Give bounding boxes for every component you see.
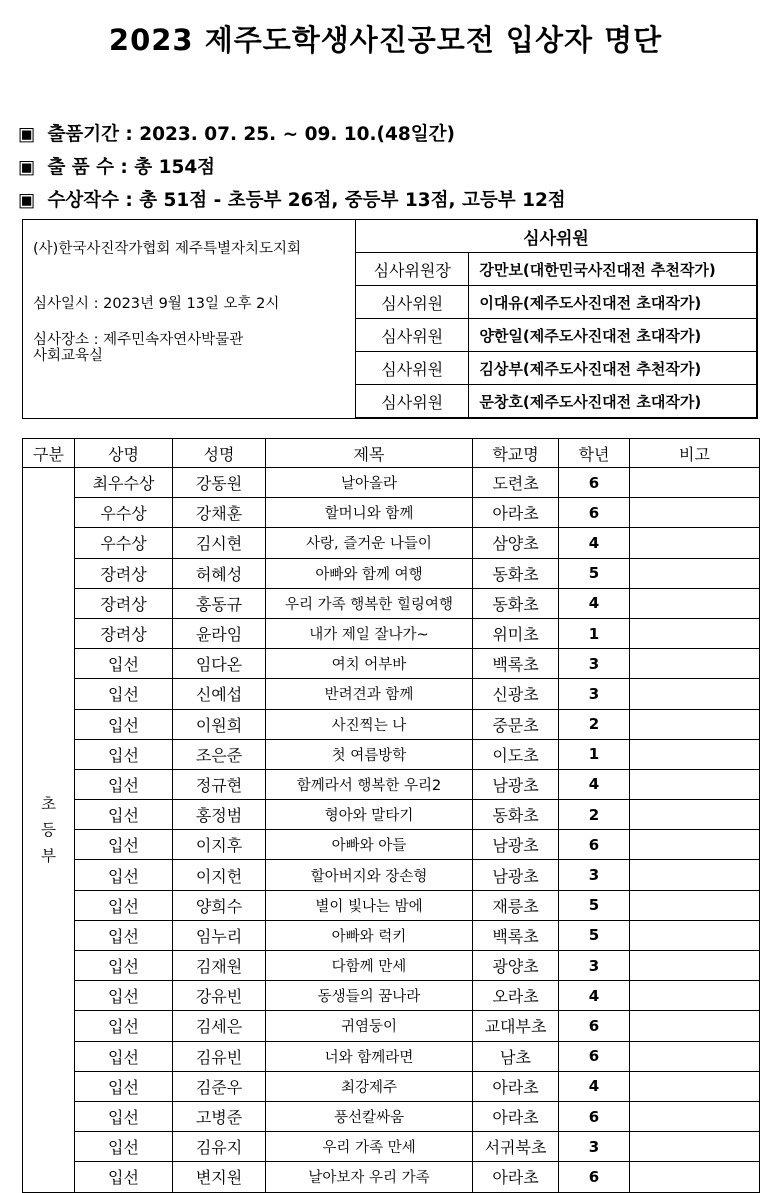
grade: 6 [559,1041,630,1071]
award: 입선 [75,709,173,739]
award: 입선 [75,981,173,1011]
black-square-icon: ▣ [18,124,36,145]
summary-list [18,120,566,219]
judge-name: 양한일(제주도사진대전 초대작가) [469,319,757,352]
school: 남광초 [473,860,559,890]
organizer: (사)한국사진작가협회 제주특별자치도지회 [33,241,302,257]
grade: 4 [559,769,630,799]
work-title: 반려견과 함께 [266,679,473,709]
award: 입선 [75,1162,173,1192]
table-row [23,1101,760,1131]
award: 입선 [75,1071,173,1101]
student-name: 김유빈 [173,1041,266,1071]
student-name: 강동원 [173,468,266,498]
award: 우수상 [75,528,173,558]
grade: 3 [559,860,630,890]
summary-count [18,153,566,186]
division-char: 부 [41,846,56,865]
award: 최우수상 [75,468,173,498]
table-row [23,739,760,769]
award: 장려상 [75,588,173,618]
note [630,1071,760,1101]
note [630,981,760,1011]
judge-row [356,385,757,418]
award: 입선 [75,1041,173,1071]
judge-role: 심사위원 [356,385,469,418]
note [630,558,760,588]
judge-row [356,319,757,352]
award: 입선 [75,769,173,799]
winners-table [22,438,760,1193]
work-title: 사진찍는 나 [266,709,473,739]
work-title: 우리 가족 행복한 힐링여행 [266,588,473,618]
division-char: 등 [41,820,56,839]
student-name: 허혜성 [173,558,266,588]
grade: 3 [559,679,630,709]
work-title: 첫 여름방학 [266,739,473,769]
note [630,709,760,739]
work-title: 풍선칼싸움 [266,1101,473,1131]
judge-name: 문창호(제주도사진대전 초대작가) [469,385,757,418]
table-row [23,1041,760,1071]
summary-count-text: 출 품 수 : 총 154점 [47,157,216,178]
grade: 1 [559,739,630,769]
judge-row [356,253,757,286]
summary-period [18,120,566,153]
grade: 4 [559,588,630,618]
school: 도련초 [473,468,559,498]
award: 장려상 [75,558,173,588]
school: 이도초 [473,739,559,769]
header-title: 제목 [266,439,473,468]
note [630,890,760,920]
student-name: 조은준 [173,739,266,769]
school: 남광초 [473,769,559,799]
note [630,830,760,860]
table-row [23,679,760,709]
table-row [23,709,760,739]
school: 아라초 [473,498,559,528]
student-name: 김준우 [173,1071,266,1101]
award: 장려상 [75,618,173,648]
work-title: 다함께 만세 [266,951,473,981]
work-title: 할아버지와 장손형 [266,860,473,890]
student-name: 강채훈 [173,498,266,528]
note [630,1011,760,1041]
note [630,468,760,498]
school: 백록초 [473,649,559,679]
table-row [23,1011,760,1041]
grade: 5 [559,890,630,920]
header-school: 학교명 [473,439,559,468]
student-name: 변지원 [173,1162,266,1192]
school: 위미초 [473,618,559,648]
student-name: 고병준 [173,1101,266,1131]
table-row [23,890,760,920]
black-square-icon: ▣ [18,190,36,211]
school: 재릉초 [473,890,559,920]
work-title: 함께라서 행복한 우리2 [266,769,473,799]
page-title: 2023 제주도학생사진공모전 입상자 명단 [108,23,663,57]
student-name: 홍동규 [173,588,266,618]
award: 입선 [75,1011,173,1041]
note [630,860,760,890]
grade: 4 [559,1071,630,1101]
note [630,1132,760,1162]
school: 아라초 [473,1101,559,1131]
work-title: 우리 가족 만세 [266,1132,473,1162]
work-title: 아빠와 아들 [266,830,473,860]
student-name: 강유빈 [173,981,266,1011]
work-title: 날아보자 우리 가족 [266,1162,473,1192]
grade: 1 [559,618,630,648]
award: 입선 [75,1101,173,1131]
note [630,1101,760,1131]
grade: 5 [559,920,630,950]
award: 입선 [75,739,173,769]
award: 우수상 [75,498,173,528]
grade: 6 [559,468,630,498]
black-square-icon: ▣ [18,157,36,178]
work-title: 날아올라 [266,468,473,498]
note [630,528,760,558]
school: 중문초 [473,709,559,739]
award: 입선 [75,800,173,830]
student-name: 김세은 [173,1011,266,1041]
student-name: 이지후 [173,830,266,860]
table-row [23,498,760,528]
header-note: 비고 [630,439,760,468]
student-name: 신예섭 [173,679,266,709]
student-name: 이원희 [173,709,266,739]
work-title: 최강제주 [266,1071,473,1101]
school: 동화초 [473,800,559,830]
judges-header: 심사위원 [356,220,757,253]
table-row [23,800,760,830]
work-title: 할머니와 함께 [266,498,473,528]
summary-period-text: 출품기간 : 2023. 07. 25. ~ 09. 10.(48일간) [47,124,455,145]
student-name: 이지헌 [173,860,266,890]
award: 입선 [75,951,173,981]
work-title: 별이 빛나는 밤에 [266,890,473,920]
judge-row [356,286,757,319]
table-row [23,860,760,890]
grade: 6 [559,1101,630,1131]
work-title: 내가 제일 잘나가~ [266,618,473,648]
award: 입선 [75,890,173,920]
header-award: 상명 [75,439,173,468]
award: 입선 [75,860,173,890]
award: 입선 [75,830,173,860]
header-division: 구분 [23,439,75,468]
award: 입선 [75,920,173,950]
judging-place: 심사장소 : 제주민속자연사박물관 [33,332,244,348]
award: 입선 [75,1132,173,1162]
award: 입선 [75,649,173,679]
work-title: 아빠와 럭키 [266,920,473,950]
table-row [23,1071,760,1101]
table-row [23,618,760,648]
note [630,1041,760,1071]
school: 오라초 [473,981,559,1011]
award: 입선 [75,679,173,709]
work-title: 귀염둥이 [266,1011,473,1041]
school: 신광초 [473,679,559,709]
student-name: 김시현 [173,528,266,558]
student-name: 정규현 [173,769,266,799]
student-name: 임다온 [173,649,266,679]
note [630,769,760,799]
header-grade: 학년 [559,439,630,468]
work-title: 사랑, 즐거운 나들이 [266,528,473,558]
judge-name: 이대유(제주도사진대전 초대작가) [469,286,757,319]
school: 동화초 [473,588,559,618]
school: 삼양초 [473,528,559,558]
grade: 6 [559,830,630,860]
table-row [23,588,760,618]
work-title: 너와 함께라면 [266,1041,473,1071]
table-row [23,1132,760,1162]
school: 서귀북초 [473,1132,559,1162]
judging-details [23,220,355,418]
student-name: 홍정범 [173,800,266,830]
table-row [23,649,760,679]
header-name: 성명 [173,439,266,468]
judge-role: 심사위원장 [356,253,469,286]
note [630,800,760,830]
judging-date: 심사일시 : 2023년 9월 13일 오후 2시 [33,296,280,312]
school: 아라초 [473,1162,559,1192]
judging-info-box [22,219,758,419]
note [630,920,760,950]
note [630,739,760,769]
work-title: 형아와 말타기 [266,800,473,830]
student-name: 양희수 [173,890,266,920]
school: 교대부초 [473,1011,559,1041]
student-name: 윤라임 [173,618,266,648]
grade: 6 [559,1162,630,1192]
judge-role: 심사위원 [356,286,469,319]
table-row [23,769,760,799]
student-name: 김유지 [173,1132,266,1162]
judging-place-room: 사회교육실 [33,348,104,364]
school: 광양초 [473,951,559,981]
note [630,1162,760,1192]
school: 아라초 [473,1071,559,1101]
grade: 2 [559,709,630,739]
school: 백록초 [473,920,559,950]
grade: 2 [559,800,630,830]
table-row [23,951,760,981]
grade: 4 [559,528,630,558]
note [630,649,760,679]
note [630,498,760,528]
table-row [23,1162,760,1192]
judge-row [356,352,757,385]
division-elementary [23,468,75,1193]
judge-name: 김상부(제주도사진대전 추천작가) [469,352,757,385]
table-row [23,558,760,588]
division-char: 초 [41,794,56,813]
grade: 5 [559,558,630,588]
grade: 3 [559,1132,630,1162]
note [630,951,760,981]
table-row [23,830,760,860]
note [630,618,760,648]
student-name: 임누리 [173,920,266,950]
school: 남광초 [473,830,559,860]
winners-header-row [23,439,760,468]
summary-awards [18,186,566,219]
work-title: 동생들의 꿈나라 [266,981,473,1011]
judge-name: 강만보(대한민국사진대전 추천작가) [469,253,757,286]
grade: 4 [559,981,630,1011]
grade: 6 [559,498,630,528]
student-name: 김재원 [173,951,266,981]
table-row [23,468,760,498]
grade: 3 [559,951,630,981]
summary-awards-text: 수상작수 : 총 51점 - 초등부 26점, 중등부 13점, 고등부 12점 [47,190,566,211]
school: 남초 [473,1041,559,1071]
work-title: 여치 어부바 [266,649,473,679]
judge-role: 심사위원 [356,319,469,352]
grade: 6 [559,1011,630,1041]
school: 동화초 [473,558,559,588]
work-title: 아빠와 함께 여행 [266,558,473,588]
note [630,588,760,618]
note [630,679,760,709]
table-row [23,920,760,950]
grade: 3 [559,649,630,679]
judges-table [355,219,757,418]
table-row [23,528,760,558]
table-row [23,981,760,1011]
judge-role: 심사위원 [356,352,469,385]
